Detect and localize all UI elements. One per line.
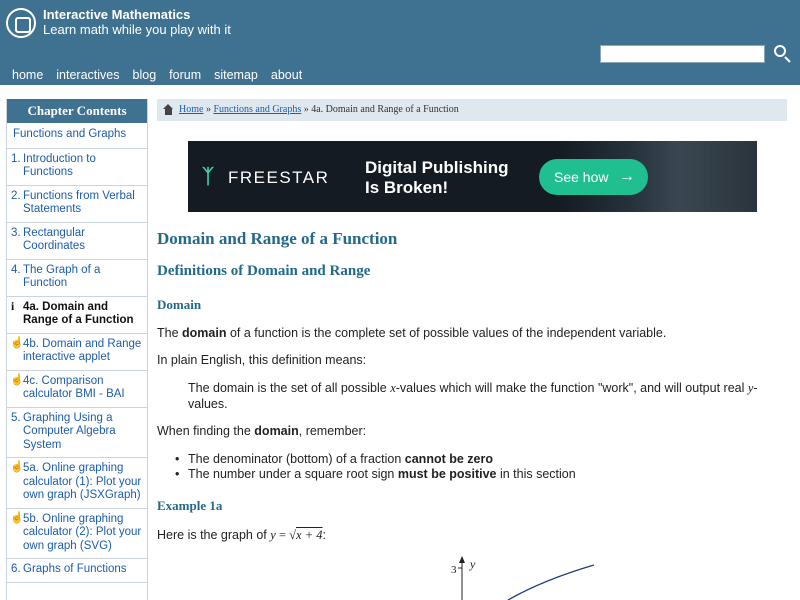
nav-home[interactable]: home xyxy=(12,68,44,82)
sidebar-item-computer-algebra[interactable]: 5. Graphing Using a Computer Algebra System xyxy=(7,408,147,459)
subsection-title: Domain xyxy=(157,297,202,312)
list-item: • The number under a square root sign must be positive in this section xyxy=(175,467,576,482)
sidebar-title: Chapter Contents xyxy=(7,99,147,123)
site-title[interactable]: Interactive Mathematics xyxy=(43,7,191,22)
domain-explanation: The domain is the set of all possible x-values which will make the function "work", and will output real y-values. xyxy=(188,381,758,411)
nav-blog[interactable]: blog xyxy=(132,68,157,82)
nav-forum[interactable]: forum xyxy=(169,68,202,82)
pointer-hand-icon: ☝ xyxy=(10,511,24,524)
graph-tick-label: 3 xyxy=(451,564,457,576)
domain-rules-list xyxy=(175,452,576,482)
sidebar-item-graph-of-function[interactable]: 4. The Graph of a Function xyxy=(7,260,147,297)
site-header xyxy=(0,0,800,85)
ad-brand: FREESTAR xyxy=(228,168,330,187)
list-item: • The denominator (bottom) of a fraction cannot be zero xyxy=(175,452,576,467)
site-tagline: Learn math while you play with it xyxy=(43,22,231,37)
search-button[interactable] xyxy=(772,44,794,64)
search-icon xyxy=(774,45,786,57)
domain-definition: The domain of a function is the complete set of possible values of the independent variable. xyxy=(157,326,667,340)
graph-axis-label: y xyxy=(470,557,476,571)
section-title: Definitions of Domain and Range xyxy=(157,263,371,279)
breadcrumb-home[interactable]: Home xyxy=(179,104,204,115)
page-title: Domain and Range of a Function xyxy=(157,229,398,248)
breadcrumb-current: 4a. Domain and Range of a Function xyxy=(311,104,459,115)
freestar-logo-icon: ᛉ xyxy=(202,166,214,188)
sidebar-item-rectangular-coordinates[interactable]: 3. Rectangular Coordinates xyxy=(7,223,147,260)
plain-english-intro: In plain English, this definition means: xyxy=(157,353,367,367)
sidebar-item-graphs-of-functions[interactable]: 6. Graphs of Functions xyxy=(7,559,147,583)
breadcrumb: Home » Functions and Graphs » 4a. Domain and Range of a Function xyxy=(157,99,787,121)
ad-headline: Digital Publishing Is Broken! xyxy=(365,158,509,197)
nav-about[interactable]: about xyxy=(270,68,303,82)
graph-y-axis-arrow xyxy=(459,556,465,563)
home-icon[interactable] xyxy=(163,104,174,115)
pointer-hand-icon: ☝ xyxy=(10,461,24,473)
sidebar-item-graphing-calc-jsxgraph[interactable]: ☝ 5a. Online graphing calculator (1): Plot your own graph (JSXGraph) xyxy=(7,458,147,509)
chapter-sidebar xyxy=(6,99,148,600)
pointer-hand-icon: ☝ xyxy=(10,373,24,386)
domain-reminder-intro: When finding the domain, remember: xyxy=(157,424,367,438)
ad-cta-button[interactable]: See how → xyxy=(539,159,648,195)
breadcrumb-section[interactable]: Functions and Graphs xyxy=(213,104,302,115)
function-graph xyxy=(448,555,608,600)
logo-icon[interactable] xyxy=(6,8,36,38)
top-nav xyxy=(12,68,315,82)
sidebar-item-introduction[interactable]: 1. Introduction to Functions xyxy=(7,149,147,186)
arrow-right-icon: → xyxy=(619,168,635,185)
nav-interactives[interactable]: interactives xyxy=(56,68,120,82)
example-title: Example 1a xyxy=(157,498,223,513)
sidebar-item-graphing-calc-svg[interactable]: ☝ 5b. Online graphing calculator (2): Plot your own graph (SVG) xyxy=(7,509,147,560)
sidebar-item-verbal-statements[interactable]: 2. Functions from Verbal Statements xyxy=(7,186,147,223)
graph-curve xyxy=(508,565,594,600)
sidebar-item-domain-range-applet[interactable]: ☝ 4b. Domain and Range interactive applet xyxy=(7,334,147,371)
info-icon: i xyxy=(11,300,15,313)
graph-intro: Here is the graph of y = √x + 4: xyxy=(157,528,326,542)
nav-sitemap[interactable]: sitemap xyxy=(214,68,258,82)
ad-banner[interactable] xyxy=(188,141,757,212)
pointer-hand-icon: ☝ xyxy=(10,336,24,349)
sidebar-item-comparison-calculator[interactable]: ☝ 4c. Comparison calculator BMI - BAI xyxy=(7,371,147,408)
sidebar-item-functions-and-graphs[interactable]: Functions and Graphs xyxy=(7,123,147,149)
sidebar-item-domain-range-active[interactable]: i 4a. Domain and Range of a Function xyxy=(7,297,147,334)
search-input[interactable] xyxy=(600,45,765,63)
